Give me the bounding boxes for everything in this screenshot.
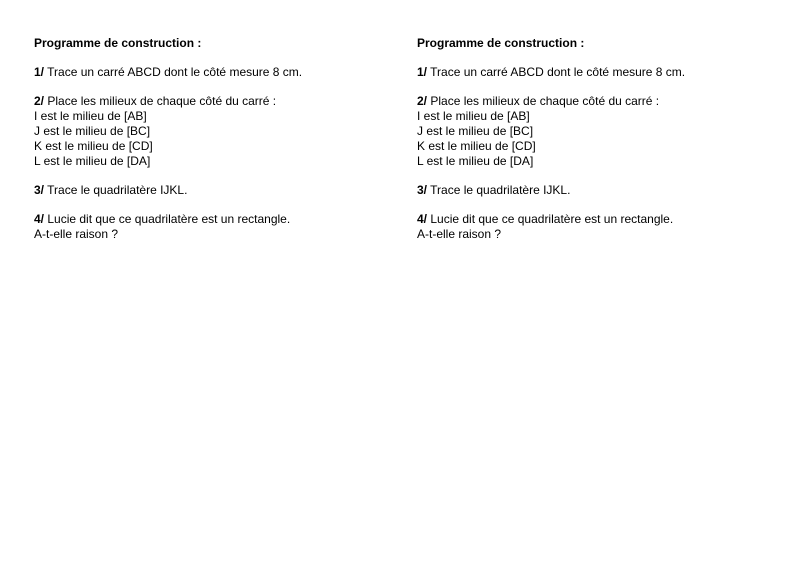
heading: Programme de construction : [417,36,585,50]
step-text: Trace un carré ABCD dont le côté mesure 8 cm. [44,65,303,79]
step-3 [34,183,394,198]
midpoint-line: L est le milieu de [DA] [34,154,151,168]
midpoint-line: J est le milieu de [BC] [417,124,534,138]
step-3 [417,183,777,198]
step-text: Place les milieux de chaque côté du carré : [44,94,277,108]
midpoint-line: I est le milieu de [AB] [34,109,147,123]
step-number: 4/ [417,212,428,226]
step-number: 1/ [417,65,428,79]
step-number: 2/ [417,94,428,108]
step-4 [417,212,777,242]
step-2 [34,94,394,169]
step-text: Trace un carré ABCD dont le côté mesure 8 cm. [427,65,686,79]
step-number: 2/ [34,94,45,108]
midpoint-line: J est le milieu de [BC] [34,124,151,138]
midpoint-line: I est le milieu de [AB] [417,109,530,123]
step-number: 1/ [34,65,45,79]
step-text: Place les milieux de chaque côté du carré : [427,94,660,108]
step-4-statement [417,212,777,227]
midpoint-line: K est le milieu de [CD] [34,139,153,153]
step-number: 3/ [34,183,45,197]
step-text: Trace le quadrilatère IJKL. [44,183,188,197]
step-2-intro [34,94,394,109]
step-text: Trace le quadrilatère IJKL. [427,183,571,197]
worksheet-left [34,36,394,256]
step-2 [417,94,777,169]
midpoint-line: L est le milieu de [DA] [417,154,534,168]
step-4 [34,212,394,242]
step-text: Lucie dit que ce quadrilatère est un rectangle. [44,212,291,226]
step-2-intro [417,94,777,109]
midpoint-line: K est le milieu de [CD] [417,139,536,153]
worksheet-right [417,36,777,256]
step-number: 4/ [34,212,45,226]
step-4-question: A-t-elle raison ? [417,227,502,241]
step-1 [34,65,394,80]
step-text: Lucie dit que ce quadrilatère est un rectangle. [427,212,674,226]
step-4-statement [34,212,394,227]
step-number: 3/ [417,183,428,197]
heading: Programme de construction : [34,36,202,50]
step-1 [417,65,777,80]
step-4-question: A-t-elle raison ? [34,227,119,241]
